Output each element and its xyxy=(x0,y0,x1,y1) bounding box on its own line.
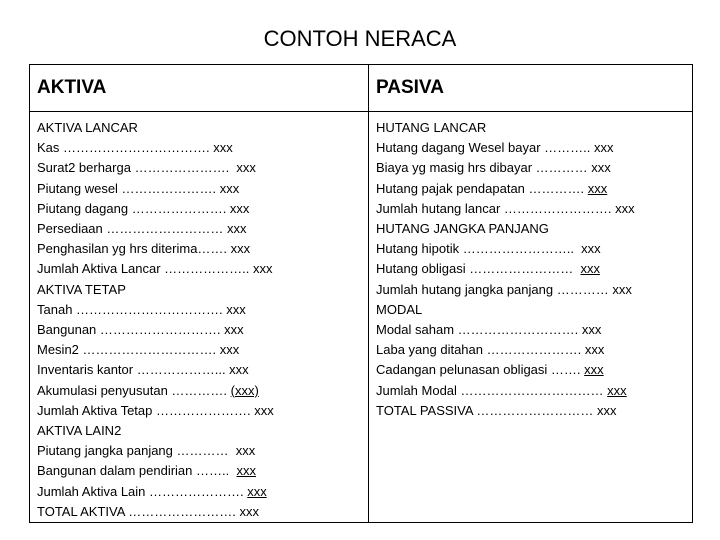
aktiva-line: AKTIVA LAIN2 xyxy=(37,423,122,439)
aktiva-line: Surat2 berharga …………………. xxx xyxy=(37,160,256,176)
pasiva-line: Jumlah Modal …………………………… xxx xyxy=(376,382,627,398)
page-title: CONTOH NERACA xyxy=(263,26,457,51)
pasiva-column xyxy=(369,112,693,523)
pasiva-line: Modal saham ………………………. xxx xyxy=(376,322,602,338)
pasiva-line: Jumlah hutang lancar ……………………. xxx xyxy=(376,200,635,216)
aktiva-line: Penghasilan yg hrs diterima……. xxx xyxy=(37,241,251,257)
pasiva-line: HUTANG LANCAR xyxy=(376,120,487,135)
pasiva-line: Hutang hipotik …………………….. xxx xyxy=(376,241,601,257)
aktiva-line: Bangunan ………………………. xxx xyxy=(37,322,244,338)
aktiva-line: Jumlah Aktiva Lain …………………. xxx xyxy=(37,483,267,499)
pasiva-line: Laba yang ditahan …………………. xxx xyxy=(376,342,605,358)
aktiva-header: AKTIVA xyxy=(30,65,369,112)
aktiva-line: Jumlah Aktiva Lancar ……………….. xxx xyxy=(37,261,273,277)
pasiva-line: Hutang pajak pendapatan …………. xxx xyxy=(376,180,608,196)
pasiva-line: Biaya yg masig hrs dibayar ………… xxx xyxy=(376,160,611,176)
aktiva-line: Inventaris kantor ………………... xxx xyxy=(37,362,249,378)
pasiva-header: PASIVA xyxy=(369,65,693,112)
balance-sheet-table xyxy=(29,64,693,523)
pasiva-line: TOTAL PASSIVA ……………………… xxx xyxy=(376,402,617,418)
aktiva-line: Tanah ……………………………. xxx xyxy=(37,301,246,317)
aktiva-line: Jumlah Aktiva Tetap …………………. xxx xyxy=(37,402,274,418)
pasiva-line: Hutang dagang Wesel bayar ……….. xxx xyxy=(376,140,614,156)
aktiva-line: AKTIVA LANCAR xyxy=(37,120,138,135)
aktiva-line: TOTAL AKTIVA ……………………. xxx xyxy=(37,503,259,519)
aktiva-line: Persediaan ……………………… xxx xyxy=(37,221,247,237)
aktiva-line: Akumulasi penyusutan …………. (xxx) xyxy=(37,382,259,398)
body-row xyxy=(30,112,693,523)
pasiva-line: Hutang obligasi …………………… xxx xyxy=(376,261,600,277)
aktiva-line: Piutang jangka panjang ………… xxx xyxy=(37,443,256,459)
aktiva-line: AKTIVA TETAP xyxy=(37,281,126,297)
header-row xyxy=(30,65,693,112)
aktiva-line: Piutang wesel …………………. xxx xyxy=(37,180,240,196)
aktiva-line: Bangunan dalam pendirian …….. xxx xyxy=(37,463,256,479)
pasiva-line: HUTANG JANGKA PANJANG xyxy=(376,221,549,237)
pasiva-line: MODAL xyxy=(376,301,423,317)
aktiva-line: Mesin2 …………………………. xxx xyxy=(37,342,240,358)
pasiva-line: Cadangan pelunasan obligasi ……. xxx xyxy=(376,362,604,378)
aktiva-line: Kas ……………………………. xxx xyxy=(37,140,233,156)
aktiva-column xyxy=(30,112,369,523)
pasiva-line: Jumlah hutang jangka panjang ………… xxx xyxy=(376,281,632,297)
aktiva-line: Piutang dagang …………………. xxx xyxy=(37,200,250,216)
